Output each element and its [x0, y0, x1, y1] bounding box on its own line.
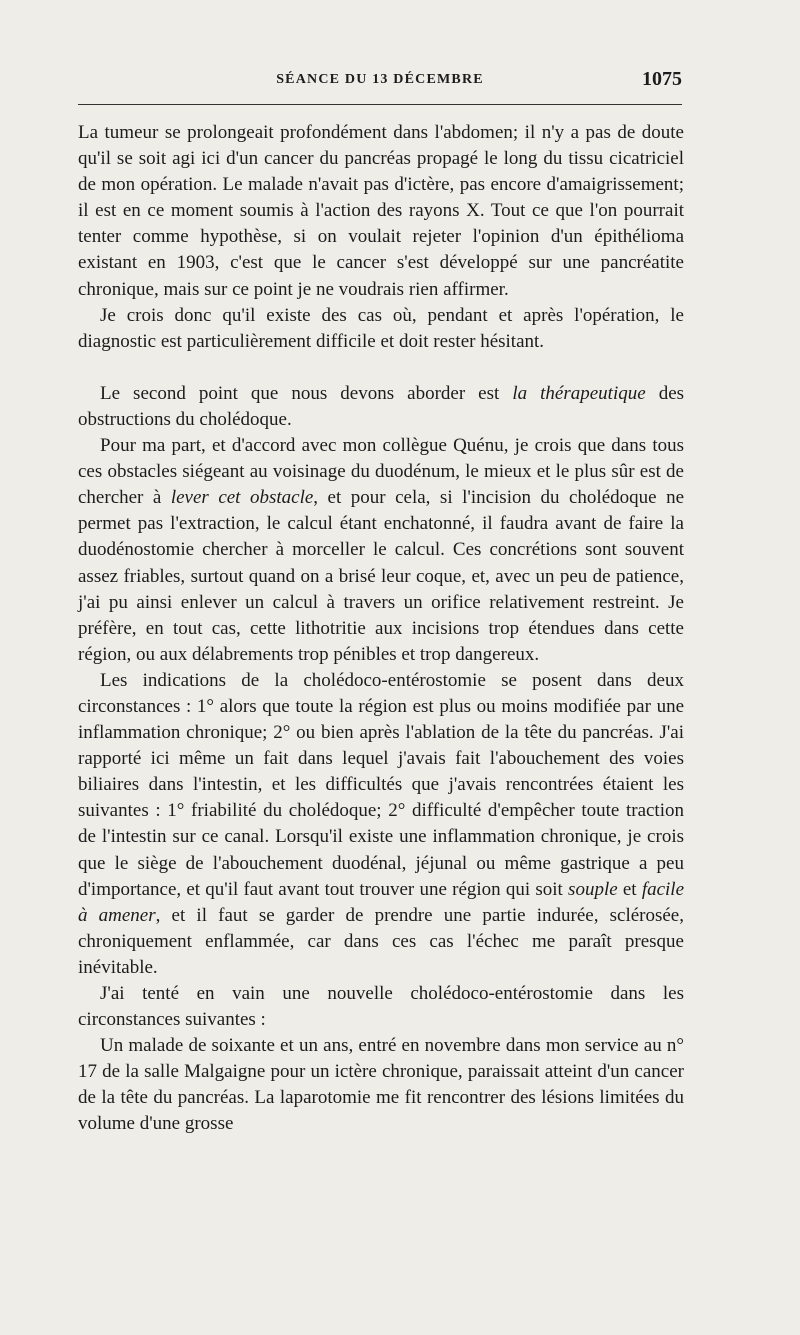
paragraph — [78, 433, 684, 668]
body-text — [78, 120, 684, 1138]
page-number: 1075 — [642, 68, 682, 90]
text-segment: Les indications de la cholédoco-entérostomie se posent dans deux circonstances : 1° alors que toute la région est plus ou moins modifiée par une inflammation chronique; 2° ou bien après l'ablation de la tête du pancréas. J'ai rapporté ici même un fait dans lequel j'avais fait l'abouchement des voies biliaires dans l'intestin, et les difficultés que j'avais rencontrées étaient les suivantes : 1° friabilité du cholédoque; 2° difficulté d'empêcher toute traction de l'intestin sur ce canal. Lorsqu'il existe une inflammation chronique, je crois que le siège de l'abouchement duodénal, jéjunal ou même gastrique a peu d'importance, et qu'il faut avant tout trouver une région qui soit — [78, 669, 684, 900]
italic-segment: facile à amener — [78, 878, 685, 926]
italic-segment: souple — [568, 878, 618, 900]
paragraph — [78, 668, 684, 981]
text-segment: , et il faut se garder de prendre une partie indurée, sclérosée, chroniquement enflammée, car dans ces cas l'échec me paraît presque inévitable. — [78, 904, 684, 978]
header-rule — [78, 104, 682, 105]
paragraph — [78, 1033, 684, 1137]
italic-segment: lever cet obstacle — [170, 487, 314, 509]
text-segment: J'ai tenté en vain une nouvelle cholédoco-entérostomie dans les circonstances suivantes : — [78, 983, 684, 1031]
text-segment: Pour ma part, et d'accord avec mon collègue Quénu, je crois que dans tous ces obstacles siégeant au voisinage du duodénum, le mieux et le plus sûr est de chercher à — [78, 435, 684, 509]
text-segment: Je crois donc qu'il existe des cas où, pendant et après l'opération, le diagnostic est particulièrement difficile et doit rester hésitant. — [78, 304, 684, 352]
running-title: SÉANCE DU 13 DÉCEMBRE — [276, 72, 484, 87]
paragraph — [78, 120, 684, 303]
text-segment: Le second point que nous devons aborder est — [100, 382, 513, 404]
text-segment: , et pour cela, si l'incision du cholédoque ne permet pas l'extraction, le calcul étant enchatonné, il faudra avant de faire la duodénostomie chercher à morceller le calcul. Ces concrétions sont souvent assez friables, surtout quand on a brisé leur coque, et, avec un peu de patience, j'ai pu ainsi enlever un calcul à travers un orifice relativement restreint. Je préfère, en tout cas, cette lithotritie aux incisions trop étendues dans cette région, ou aux délabrements trop pénibles et trop dangereux. — [78, 487, 685, 665]
text-segment: et — [617, 878, 642, 900]
text-segment: des obstructions du cholédoque. — [78, 382, 685, 430]
page-header — [78, 68, 682, 94]
paragraph — [78, 381, 684, 433]
text-segment: La tumeur se prolongeait profondément dans l'abdomen; il n'y a pas de doute qu'il se soit agi ici d'un cancer du pancréas propagé le long du tissu cicatriciel de mon opération. Le malade n'avait pas d'ictère, pas encore d'amaigrissement; il est en ce moment soumis à l'action des rayons X. Tout ce que l'on pourrait tenter comme hypothèse, si on voulait rejeter l'opinion d'un épithélioma existant en 1903, c'est que le cancer s'est développé sur une pancréatite chronique, mais sur ce point je ne voudrais rien affirmer. — [78, 122, 684, 300]
italic-segment: la thérapeutique — [512, 382, 646, 404]
paragraph — [78, 981, 684, 1033]
paragraph — [78, 303, 684, 355]
text-segment: Un malade de soixante et un ans, entré en novembre dans mon service au n° 17 de la salle Malgaigne pour un ictère chronique, paraissait atteint d'un cancer de la tête du pancréas. La laparotomie me fit rencontrer des lésions limitées du volume d'une grosse — [78, 1035, 684, 1135]
